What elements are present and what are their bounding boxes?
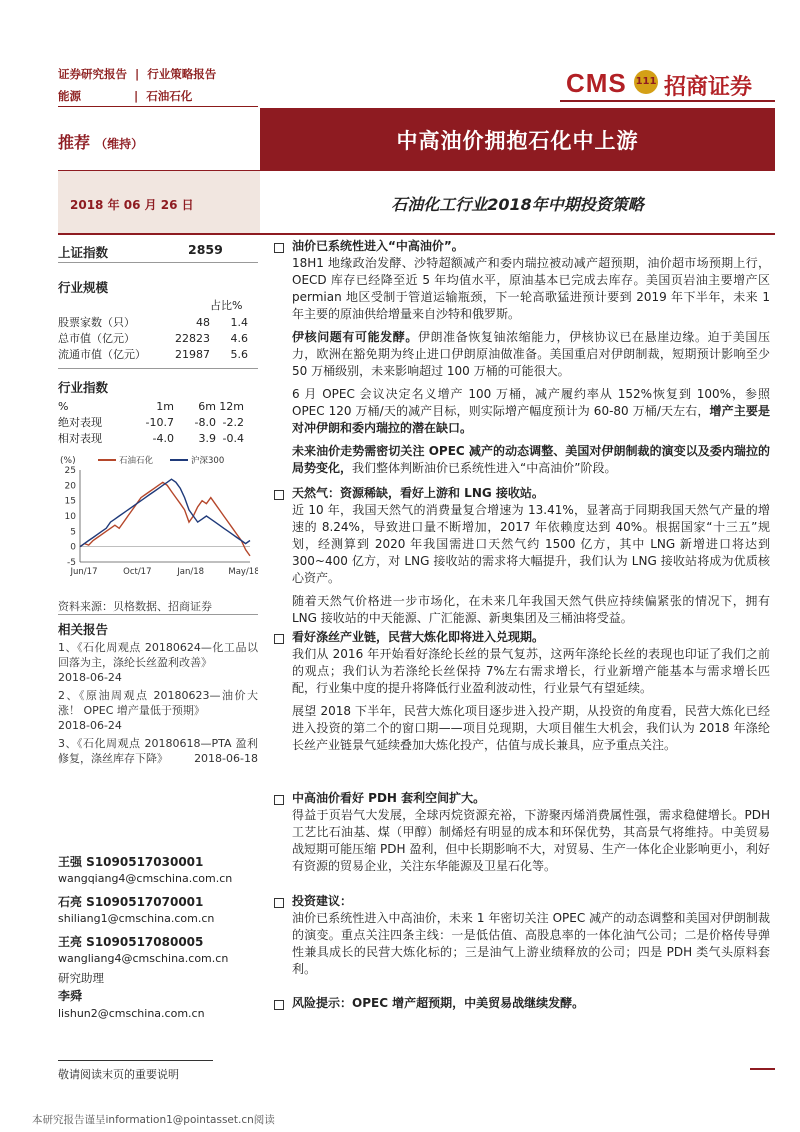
sector: 能源	[58, 89, 81, 103]
bullet-icon	[274, 795, 284, 805]
section-pdh-p1: 得益于页岩气大发展，全球丙烷资源充裕，下游聚丙烯消费属性强，需求稳健增长。PDH 工艺比石油基、煤（甲醇）制烯烃有明显的成本和环保优势，其高景气将维持。中美贸易战短期可能压缩 PDH 盈利，但中长期影响不大，对贸易、生产一体化企业影响更小，利好有资源的贸易企业，关注东华能源及卫星石化等。	[292, 808, 770, 873]
logo-cms: CMS	[566, 68, 627, 98]
assistant-name: 李舜	[58, 989, 83, 1003]
related-report-item[interactable]	[58, 640, 258, 685]
related-report-item[interactable]	[58, 736, 258, 766]
x-tick-label: Oct/17	[123, 567, 152, 577]
rating: 推荐	[58, 133, 91, 152]
watermark: 本研究报告谨呈information1@pointasset.cn阅读	[32, 1114, 275, 1126]
table-row	[58, 314, 258, 330]
index-label: 上证指数	[58, 245, 109, 260]
row-value: 3.9	[198, 431, 216, 445]
report-type: 证券研究报告	[58, 67, 127, 81]
section-pdh-head: 中高油价看好 PDH 套利空间扩大。	[292, 791, 486, 805]
section-gas-p1: 近 10 年，我国天然气的消费量复合增速为 13.41%，显著高于同期我国天然气产量的增速的 8.24%，导致进口量不断增加，2017 年依赖度达到 40%。根据国家“十三五”规划，经测算到 2020 年我国需进口天然气约 1500 亿方，其中 LNG 新增进口将达到 300~400 亿方，对 LNG 接收站的需求将大幅提升，我们认为 LNG 接收站将成为优质核心资产。	[292, 503, 770, 585]
author-block	[58, 893, 258, 925]
x-tick-label: Jan/18	[177, 567, 205, 577]
y-tick-label: 10	[64, 512, 76, 522]
logo-brand: 招商证券	[664, 75, 753, 100]
related-report-date: 2018-06-18	[194, 752, 258, 765]
row-value: -0.4	[222, 431, 244, 445]
related-report-text: 1、《石化周观点 20180624—化工品以回落为主，涤纶长丝盈利改善》	[58, 641, 258, 669]
section-risk: 风险提示：OPEC 增产超预期，中美贸易战继续发酵。	[292, 996, 585, 1010]
author-email[interactable]: shiliang1@cmschina.com.cn	[58, 912, 215, 925]
industry-index-title: 行业指数	[58, 380, 109, 395]
assistant-email: lishun2@cmschina.com.cn	[58, 1007, 205, 1020]
section-oil-head: 油价已系统性进入“中高油价”。	[292, 239, 464, 253]
related-report-text: 2、《原油周观点 20180623—油价大涨！ OPEC 增产量低于预期》	[58, 689, 258, 717]
section-oil-p1: 18H1 地缘政治发酵、沙特超额减产和委内瑞拉被动减产超预期，油价超市场预期上行，OECD 库存已经降至近 5 年均值水平，原油基本已完成去库存。美国页岩油主要增产区 permian 地区受制于管道运输瓶颈，下一轮高歌猛进预计要到 2019 年下半年，未来 1 年主要的原油供给增量来自沙特和俄罗斯。	[292, 256, 770, 321]
authors	[58, 853, 258, 973]
scale-col-header: 占比%	[210, 299, 243, 312]
chart-source: 资料来源：贝格数据、招商证券	[58, 600, 212, 613]
col-header: %	[58, 399, 69, 413]
author-email[interactable]: wangliang4@cmschina.com.cn	[58, 952, 229, 965]
author-block	[58, 933, 258, 965]
index-chart-svg	[58, 452, 258, 590]
author-name: 王强 S1090517030001	[58, 855, 204, 869]
row-value: -10.7	[145, 415, 174, 429]
table-header	[58, 398, 258, 414]
chart-ylabel: (%)	[60, 456, 76, 466]
legend-label: 石油石化	[119, 456, 154, 466]
section-invest-head: 投资建议：	[292, 894, 353, 908]
bullet-icon	[274, 243, 284, 253]
row-pct: 1.4	[230, 315, 248, 329]
y-tick-label: -5	[67, 558, 76, 568]
report-subtitle: 石油化工行业2018年中期投资策略	[391, 195, 644, 214]
row-value: 21987	[175, 347, 210, 361]
author-email[interactable]: wangqiang4@cmschina.com.cn	[58, 872, 233, 885]
section-oil-p4: 未来油价走势需密切关注 OPEC 减产的动态调整、美国对伊朗制裁的演变以及委内瑞拉的局势变化，我们整体判断油价已系统性进入“中高油价”阶段。	[292, 444, 770, 475]
y-tick-label: 20	[64, 481, 76, 492]
bullet-icon	[274, 490, 284, 500]
row-label: 股票家数（只）	[58, 316, 135, 329]
related-report-date: 2018-06-24	[58, 719, 122, 732]
section-gas-p2: 随着天然气价格进一步市场化，在未来几年我国天然气供应持续偏紧张的情况下，拥有 LNG 接收站的中天能源、广汇能源、新奥集团及三桶油将受益。	[292, 594, 770, 625]
section-invest-p1: 油价已系统性进入中高油价，未来 1 年密切关注 OPEC 减产的动态调整和美国对伊朗制裁的演变。重点关注四条主线：一是低估值、高股息率的一体化油气公司；二是价格传导弹性兼具成长的民营大炼化标的；三是油气上游业绩释放的公司；四是 PDH 类气头原料套利。	[292, 911, 770, 976]
related-reports	[58, 640, 258, 769]
row-value: 48	[196, 315, 210, 329]
section-polyester-head: 看好涤丝产业链，民营大炼化即将进入兑现期。	[292, 630, 545, 644]
table-row	[58, 330, 258, 346]
row-value: -8.0	[194, 415, 216, 429]
industry-scale-table	[58, 314, 258, 362]
section-polyester-p1: 我们从 2016 年开始看好涤纶长丝的景气复苏，这两年涤纶长丝的表现也印证了我们之前的观点；我们认为若涤纶长丝保持 7%左右需求增长，行业新增产能基本与需求增长匹配，行业集中度的提升将降低行业盈利波动性，行业景气有望延续。	[292, 647, 770, 695]
col-header: 12m	[219, 399, 244, 413]
row-pct: 4.6	[230, 331, 248, 345]
section-gas-head: 天然气：资源稀缺，看好上游和 LNG 接收站。	[292, 486, 544, 500]
industry-scale-title: 行业规模	[58, 280, 109, 295]
x-tick-label: May/18	[228, 567, 258, 577]
series-line	[80, 479, 250, 547]
row-pct: 5.6	[230, 347, 248, 361]
y-tick-label: 5	[70, 527, 76, 538]
series-line	[80, 482, 250, 556]
table-row	[58, 414, 258, 430]
bullet-icon	[274, 1000, 284, 1010]
row-label: 相对表现	[58, 432, 102, 445]
logo-badge-icon: 111	[634, 70, 658, 94]
col-header: 1m	[156, 399, 174, 413]
related-report-text: 3、《石化周观点 20180618—PTA 盈利修复，涤丝库存下降》	[58, 737, 258, 765]
index-chart	[58, 452, 258, 590]
legend-label: 沪深300	[191, 456, 225, 466]
rating-note: （维持）	[95, 137, 144, 151]
row-label: 流通市值（亿元）	[58, 348, 146, 361]
author-block	[58, 853, 258, 885]
bullet-icon	[274, 634, 284, 644]
y-tick-label: 0	[70, 542, 76, 553]
table-row	[58, 430, 258, 446]
row-value: 22823	[175, 331, 210, 345]
author-name: 王亮 S1090517080005	[58, 935, 204, 949]
related-report-date: 2018-06-24	[58, 671, 122, 684]
related-report-item[interactable]	[58, 688, 258, 733]
x-tick-label: Jun/17	[70, 567, 98, 577]
y-tick-label: 25	[64, 466, 76, 476]
row-value: -4.0	[152, 431, 174, 445]
section-oil-p3: 6 月 OPEC 会议决定名义增产 100 万桶，减产履约率从 152%恢复到 100%，参照 OPEC 120 万桶/天的减产目标，则实际增产幅度预计为 60-80 万桶/天左右，增产主要是对冲伊朗和委内瑞拉的潜在缺口。	[292, 387, 770, 435]
company-logo	[566, 68, 776, 98]
author-name: 石亮 S1090517070001	[58, 895, 204, 909]
row-label: 绝对表现	[58, 416, 102, 429]
page-title: 中高油价拥抱石化中上游	[396, 129, 639, 153]
index-value: 2859	[188, 242, 223, 257]
industry-index-table	[58, 398, 258, 446]
title-bar	[260, 108, 775, 170]
bullet-icon	[274, 898, 284, 908]
row-value: -2.2	[222, 415, 244, 429]
row-label: 总市值（亿元）	[58, 332, 135, 345]
section-polyester-p2: 展望 2018 下半年，民营大炼化项目逐步进入投产期，从投资的角度看，民营大炼化已经进入投资的第二个的窗口期——项目兑现期，大项目催生大机会，我们认为 2018 年涤纶长丝产业链景气延续叠加大炼化投产，估值与成长兼具，应予重点关注。	[292, 704, 770, 752]
footer-note: 敬请阅读末页的重要说明	[58, 1068, 179, 1081]
report-date: 2018 年 06 月 26 日	[70, 198, 194, 212]
assistant-role: 研究助理	[58, 971, 104, 985]
y-tick-label: 15	[64, 496, 76, 507]
report-category: 行业策略报告	[147, 67, 217, 81]
col-header: 6m	[198, 399, 216, 413]
related-title: 相关报告	[58, 622, 109, 637]
section-oil-p2: 伊核问题有可能发酵。伊朗准备恢复铀浓缩能力，伊核协议已在悬崖边缘。迫于美国压力，欧洲在豁免期为终止进口伊朗原油做准备。美国重启对伊朗制裁，短期预计影响至少 50 万桶级别，未来影响超过 100 万桶的可能很大。	[292, 330, 770, 378]
sub-sector: 石油石化	[146, 89, 193, 103]
table-row	[58, 346, 258, 362]
